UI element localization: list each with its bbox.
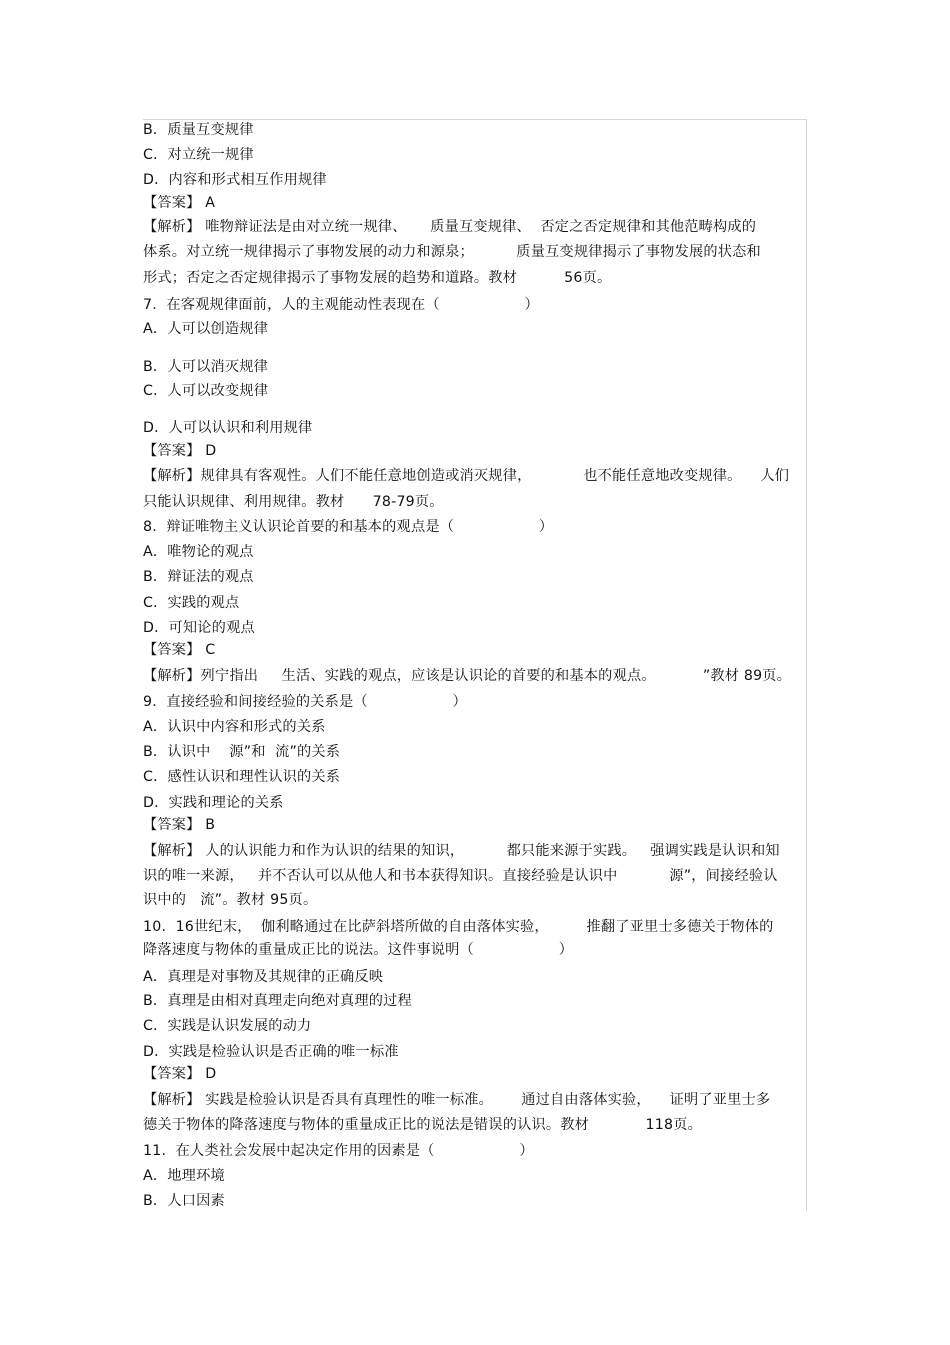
text-line: D．人可以认识和利用规律: [143, 420, 313, 436]
text-line: A．认识中内容和形式的关系: [143, 719, 326, 735]
text-line: A．唯物论的观点: [143, 544, 254, 560]
text-line: A．人可以创造规律: [143, 321, 269, 337]
text-line: D．实践和理论的关系: [143, 795, 284, 811]
text-line: 德关于物体的降落速度与物体的重量成正比的说法是错误的认识。教材 118页。: [143, 1117, 702, 1133]
text-line: 【答案】 A: [143, 195, 216, 211]
text-line: C．实践的观点: [143, 595, 240, 611]
text-line: C．实践是认识发展的动力: [143, 1018, 312, 1034]
text-line: 降落速度与物体的重量成正比的说法。这件事说明（ ）: [143, 942, 574, 958]
question-9: 9. 直接经验和间接经验的关系是（ ）: [143, 694, 467, 710]
text-line: C．人可以改变规律: [143, 383, 269, 399]
text-line: C．感性认识和理性认识的关系: [143, 769, 341, 785]
text-line: 【答案】 D: [143, 1066, 217, 1082]
text-line: B．质量互变规律: [143, 122, 254, 138]
text-line: 【答案】 B: [143, 817, 216, 833]
text-line: A．真理是对事物及其规律的正确反映: [143, 969, 384, 985]
page-border-right: [806, 119, 807, 1211]
text-line: B．辩证法的观点: [143, 569, 254, 585]
text-line: D．可知论的观点: [143, 620, 255, 636]
text-line: D．内容和形式相互作用规律: [143, 172, 327, 188]
question-8: 8. 辩证唯物主义认识论首要的和基本的观点是（ ）: [143, 519, 554, 535]
text-line: 【解析】列宁指出 生活、实践的观点，应该是认识论的首要的和基本的观点。 ”教材 89页。: [143, 668, 792, 684]
text-line: 【解析】 实践是检验认识是否具有真理性的唯一标准。 通过自由落体实验， 证明了亚里士多: [143, 1092, 771, 1108]
text-line: 【答案】 D: [143, 443, 217, 459]
text-line: 【解析】 唯物辩证法是由对立统一规律、 质量互变规律、 否定之否定规律和其他范畴构成的: [143, 219, 757, 235]
text-line: B．真理是由相对真理走向绝对真理的过程: [143, 993, 412, 1009]
text-line: 形式；否定之否定规律揭示了事物发展的趋势和道路。教材 56页。: [143, 270, 612, 286]
text-line: B．人口因素: [143, 1193, 225, 1209]
text-line: 只能认识规律、利用规律。教材 78-79页。: [143, 494, 444, 510]
text-line: A．地理环境: [143, 1168, 225, 1184]
text-line: D．实践是检验认识是否正确的唯一标准: [143, 1044, 399, 1060]
text-line: 识的唯一来源， 并不否认可以从他人和书本获得知识。直接经验是认识中 源”，间接经验认: [143, 868, 778, 884]
text-line: 体系。对立统一规律揭示了事物发展的动力和源泉； 质量互变规律揭示了事物发展的状态和: [143, 244, 761, 260]
text-line: 【解析】 人的认识能力和作为认识的结果的知识， 都只能来源于实践。 强调实践是认识和知: [143, 843, 780, 859]
text-line: 【解析】规律具有客观性。人们不能任意地创造或消灭规律， 也不能任意地改变规律。 人们: [143, 468, 790, 484]
text-line: 【答案】 C: [143, 642, 216, 658]
question-11: 11. 在人类社会发展中起决定作用的因素是（ ）: [143, 1143, 534, 1159]
question-10: 10. 16世纪末， 伽利略通过在比萨斜塔所做的自由落体实验， 推翻了亚里士多德关于物体的: [143, 919, 774, 935]
text-line: C．对立统一规律: [143, 147, 254, 163]
text-line: B．人可以消灭规律: [143, 359, 269, 375]
question-7: 7. 在客观规律面前，人的主观能动性表现在（ ）: [143, 297, 539, 313]
text-line: B．认识中 源”和 流”的关系: [143, 744, 341, 760]
text-line: 识中的 流”。教材 95页。: [143, 892, 318, 908]
